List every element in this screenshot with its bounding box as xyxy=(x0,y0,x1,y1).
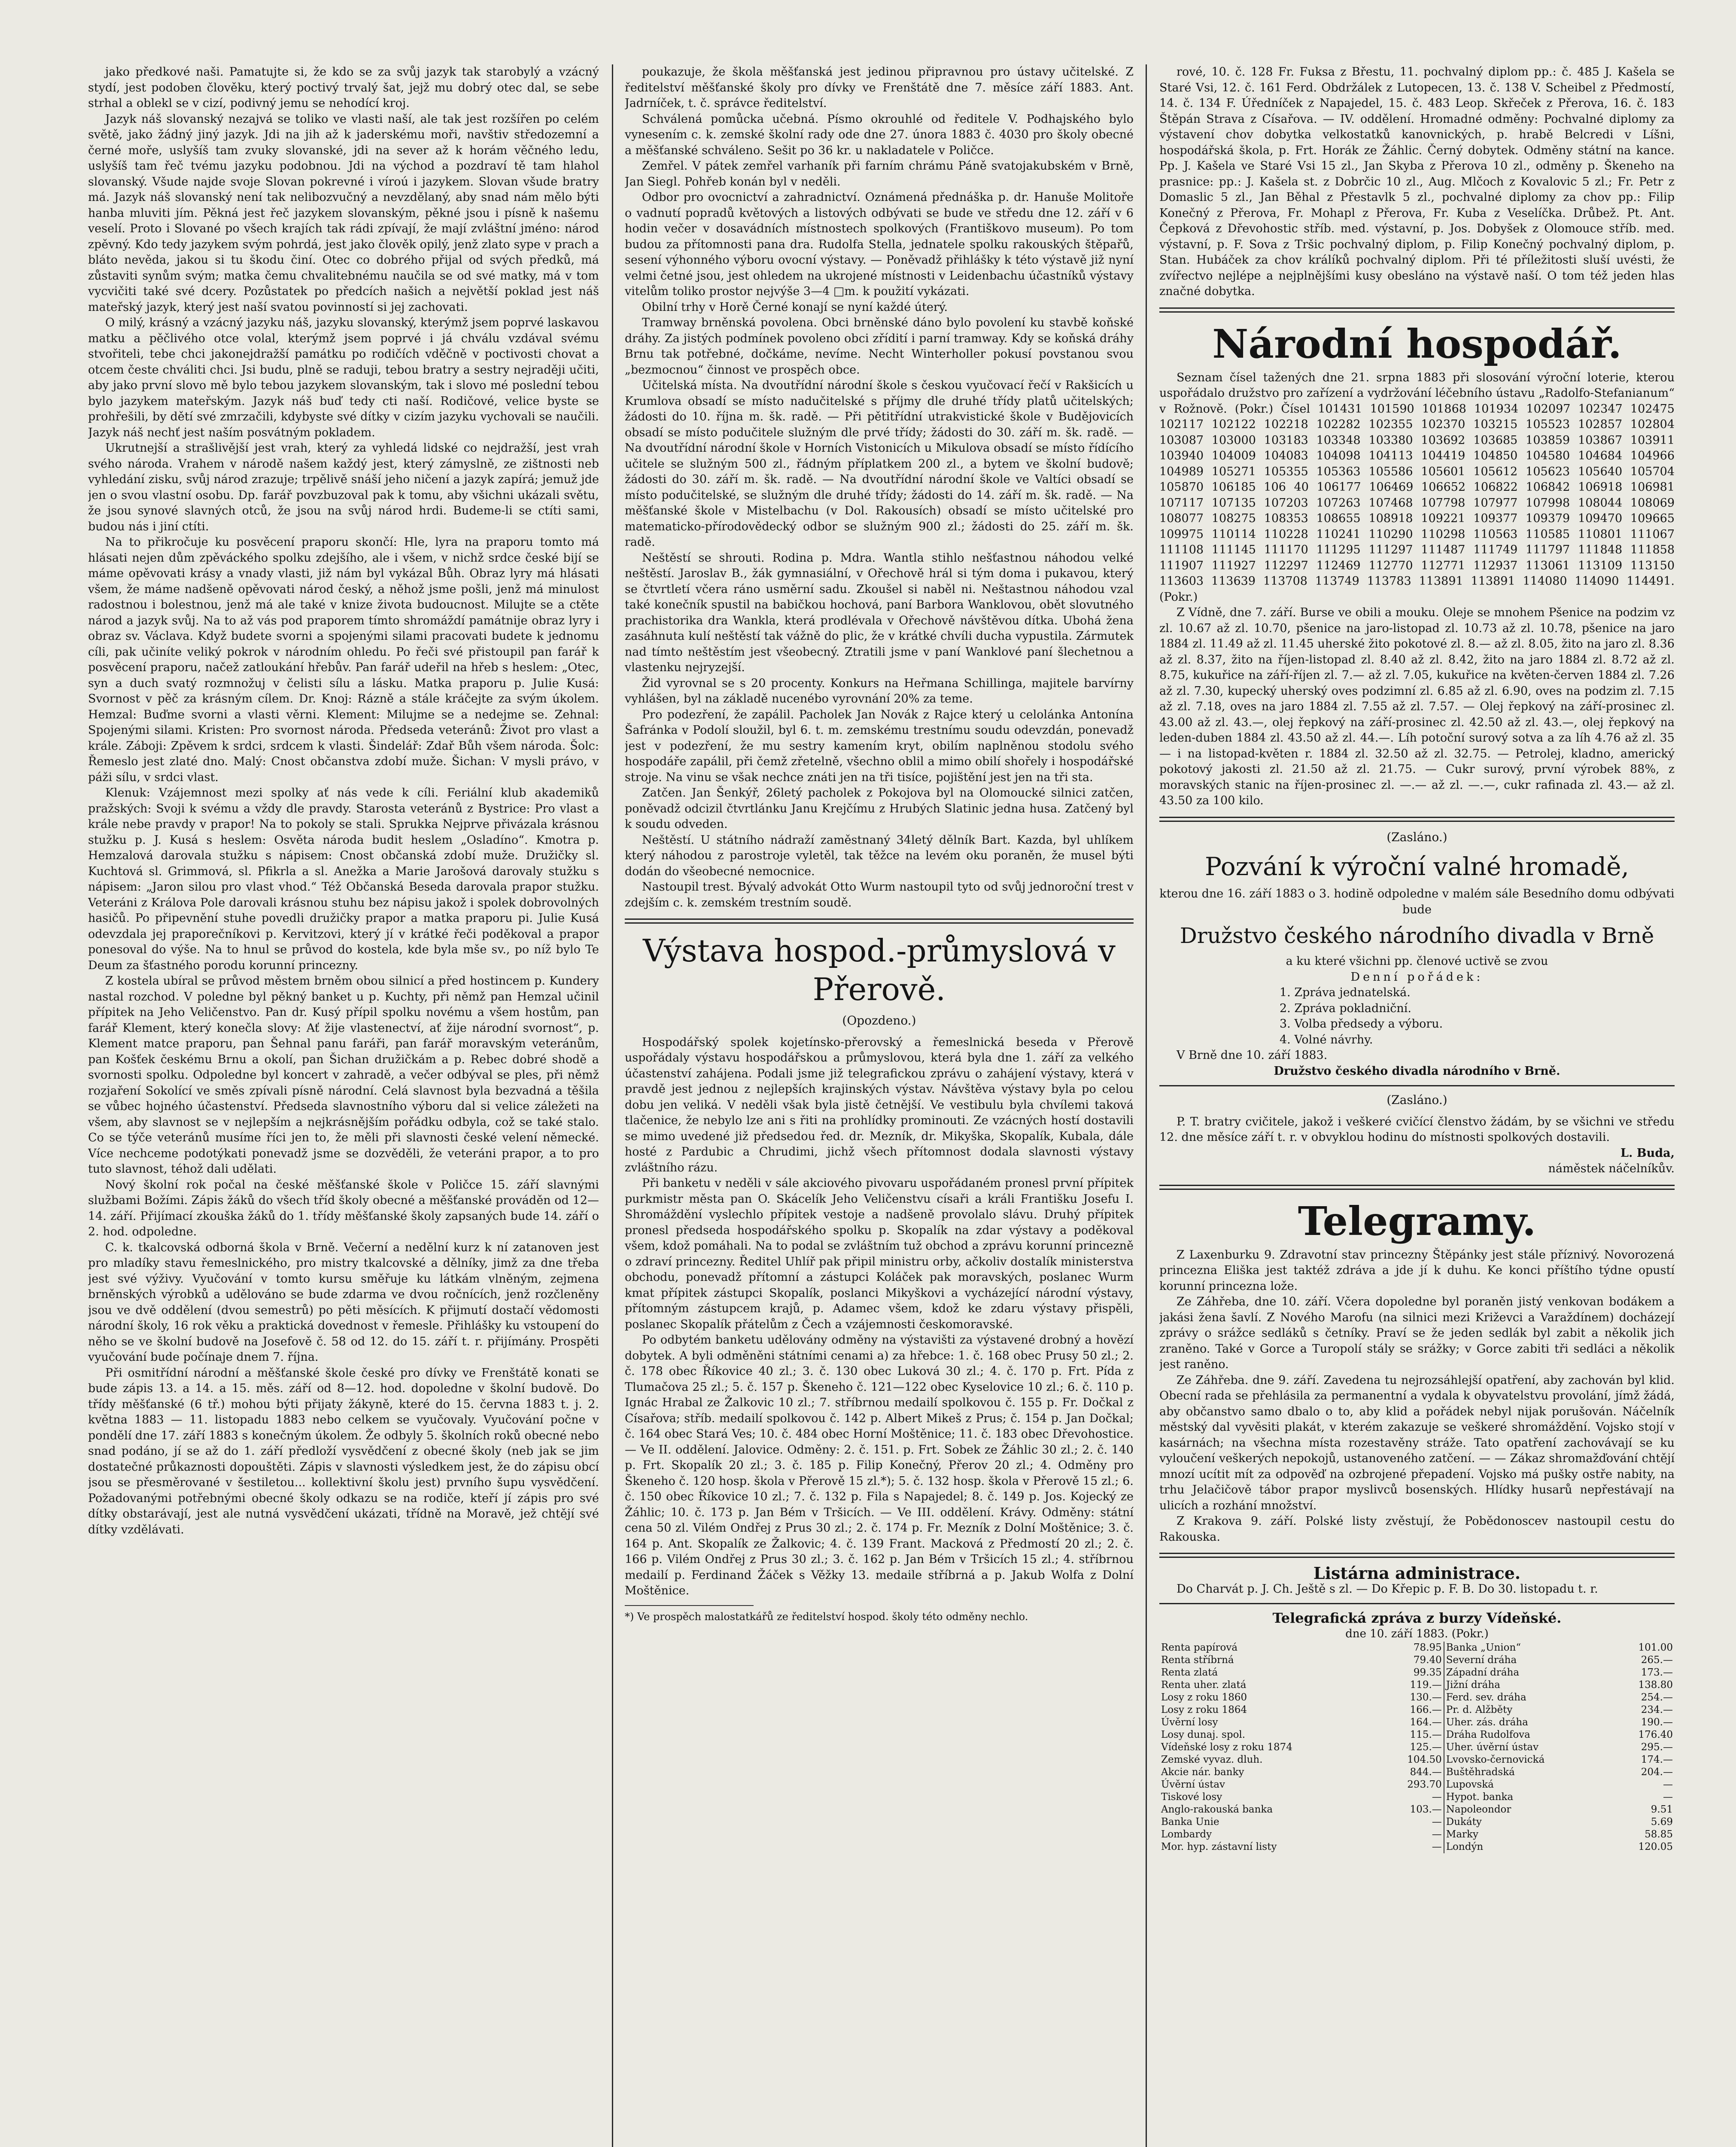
agenda-item: 4. Volné návrhy. xyxy=(1280,1033,1373,1046)
bourse-price: 79.40 xyxy=(1413,1654,1442,1666)
bourse-security: Losy dunaj. spol. xyxy=(1161,1729,1246,1740)
bourse-security: Mor. hyp. zástavní listy xyxy=(1161,1841,1277,1852)
news-item: Pro podezření, že zapálil. Pacholek Jan Novák z Rajce který u celolánka Antonína Šafránka v Podolí sloužil, byl 6. t. m. zemskému trestnímu soudu odevzdán, ponevadž jest v podezření, že mu sestry kamením kryt, obilím naplněnou stodolu svého hospodáře zapálil, při čemž zřetelně, všechno oblil a mimo obilí shořely i hospodářské stroje. Na vinu se však nechce znáti jen na tři tisíce, pojištění jest jen na tři sta. xyxy=(625,708,1134,784)
notice-text: P. T. bratry cvičitele, jakož i veškeré cvičící členstvo žádám, by se všichni ve středu 12. dne měsíce září t. r. v obvyklou hodinu do místnosti spolkových dostavili. xyxy=(1159,1115,1675,1144)
bourse-price: 104.50 xyxy=(1407,1754,1442,1765)
news-item: Žid vyrovnal se s 20 procenty. Konkurs na Heřmana Schillinga, majitele barvírny vyhlášen, byl na základě nucenébo vyrovnání 20% za teme. xyxy=(625,676,1134,706)
bourse-price: 125.— xyxy=(1410,1742,1442,1753)
bourse-price: 103.— xyxy=(1410,1804,1442,1815)
section-divider xyxy=(1159,307,1675,313)
bourse-price: 234.— xyxy=(1641,1704,1673,1715)
bourse-price: — xyxy=(1432,1829,1442,1840)
agenda-item: 1. Zpráva jednatelská. xyxy=(1280,986,1411,999)
bourse-security: Severní dráha xyxy=(1444,1654,1612,1667)
bourse-row xyxy=(1159,1803,1675,1816)
news-item: Při osmitřídní národní a měšťanské škole české pro dívky ve Frenštátě konati se bude zápis 13. a 14. a 15. měs. září od 8—12. hod. dopoledne v školní budově. Do třídy měšťanské (6 tř.) mohou býti přijaty žákyně, které do 15. června 1883 t. j. 2. května 1883 — 11. listopadu 1883 nebo celkem se vyučovaly. Vyučování počne v pondělí dne 17. září 1883 s konečným úkolem. Že odbyly 5. školních roků obecné nebo snad podáno, jí se až do 1. září předloží vysvědčení z obecné školy (neb jak se jim dostatečné průkaznosti dopouštěti. Zápis v slavnosti výsledkem jest, že do zápisu obcí jsou se přesměrované v šestiletou... kollektivní školu jest) prvního šupu vysvědčení. Požadovanými potřebnými obecné školy odkazu se na rodiče, kteří jí zápis pro své dítky obstarávají, jest ale nutná vysvědčení ukázati, třídně na Moravě, jež chtějí své dítky vzdělávati. xyxy=(88,1366,599,1536)
bourse-price: 254.— xyxy=(1641,1692,1673,1703)
market-report: Z Vídně, dne 7. září. Burse ve obili a mouku. Oleje se mnohem Pšenice na podzim vz zl. 10.67 až zl. 10.70, pšenice na jaro-listopad zl. 10.73 až zl. 10.78, pšenice na jaro 1884 zl. 11.49 až zl. 11.45 uherské žito pokotové zl. 8.— až zl. 8.05, žito na jaro zl. 8.36 až zl. 8.37, žito na říjen-listopad zl. 8.40 až zl. 8.42, žito na jaro 1884 zl. 8.72 až zl. 8.75, kukuřice na září-říjen zl. 7.— až zl. 7.05, kukuřice na květen-červen 1884 zl. 7.26 až zl. 7.30, kupecký uherský oves podzimní zl. 6.85 až zl. 6.90, oves na podzim zl. 7.15 až zl. 7.18, oves na jaro 1884 zl. 7.55 až zl. 7.57. — Olej řepkový na září-prosinec zl. 43.00 až zl. 43.—, olej řepkový na září-prosinec zl. 42.50 až zl. 43.—, olej řepkový na leden-duben 1884 zl. 43.50 až zl. 44.—. Líh potoční surový sotva a za líh 4.76 až zl. 35— i na listopad-květen r. 1884 zl. 32.50 až zl. 32.75. — Petrolej, kladno, americký pokotový jakosti zl. 21.50 až zl. 21.75. — Cukr surový, první výrobek 88%, z moravských stanic na říjen-prosinec zl. —.— až zl. —.—, cukr rafinada zl. 43.— až zl. 43.50 za 100 kilo. xyxy=(1159,606,1675,807)
bourse-row xyxy=(1159,1704,1675,1716)
paragraph: O milý, krásný a vzácný jazyku náš, jazyku slovanský, kterýmž jsem poprvé laskavou matku a pěčlivého otce volal, kterýmž jsem poprvé i já chválu vzdával svému stvořiteli, tebe chci jakonejdražší památku po rodičích vděčně v poctivosti chovat a otcem česte chváliti chci. Jsi budu, plně se raduji, tebou bratry a sestry nejraději učiti, aby jako první slovo mě bylo tebou jazykem slovanským, tak i slovo mé poslední tebou bylo jazykem mateřským. Jazyk náš buď tedy cti naší. Rodičové, velice byste se prohřešili, by dětí své zmrzačili, kdybyste své dítky v cizím jazyku vychovali se naučili. Jazyk náš nechť jest naším posvátným pokladem. xyxy=(88,316,599,439)
column-rule-2 xyxy=(1146,64,1147,2147)
telegram-item: Z Krakova 9. září. Polské listy zvěstují, že Pobědonoscev nastoupil cestu do Rakouska. xyxy=(1159,1514,1675,1544)
bourse-row xyxy=(1159,1779,1675,1791)
bourse-security: Lombardy xyxy=(1161,1829,1212,1840)
section-divider xyxy=(625,918,1134,924)
bourse-security: Losy z roku 1860 xyxy=(1161,1692,1247,1703)
bourse-price: 204.— xyxy=(1641,1767,1673,1778)
bourse-row xyxy=(1159,1766,1675,1779)
news-item: Obilní trhy v Horě Černé konají se nyní každé úterý. xyxy=(642,300,948,314)
bourse-price: 78.95 xyxy=(1413,1642,1442,1653)
bourse-row xyxy=(1159,1754,1675,1766)
news-item: Odbor pro ovocnictví a zahradnictví. Oznámená přednáška p. dr. Hanuše Molitoře o vadnutí popradů květových a listových odbývati se bude ve středu dne 12. září v 6 hodin večer v dosavádních místnostech spolkových (Františkovo museum). Po tom budou za přítomnosti pana dra. Rudolfa Stella, jednatele spolku rakouských štěpařů, sesení výhonného výboru ovocní výstavy. — Poněvadž přihlášky k této výstavě již nyní velmi četné jsou, jest ohledem na ukrojené místnosti v Leidenbachu účastníků výstavy vitelům toliko prostor nejvýše 3—4 □m. k použití vykázati. xyxy=(625,191,1134,298)
invitation-signature: Družstvo českého divadla národního v Brně. xyxy=(1274,1064,1560,1078)
bourse-security: Pr. d. Alžběty xyxy=(1444,1704,1612,1716)
bourse-price: — xyxy=(1663,1779,1673,1790)
bourse-price: 174.— xyxy=(1641,1754,1673,1765)
bourse-security: Lvovsko-černovická xyxy=(1444,1754,1612,1766)
news-item: C. k. tkalcovská odborná škola v Brně. Večerní a nedělní kurz k ní zatanoven jest pro mladíky stavu řemeslnického, pro mistry tkalcovské a dělníky, jimž za dne třeba jest své výživy. Vyučování v tomto kursu směřuje ku látkám vlněným, zejmena brněnských výrobků a udělováno se bude zdarma ve dvou ročnících, jenž rozčleněny jsou ve dvě oddělení (dvou semestrů) po pěti měsících. K přijmutí dostačí vědomosti národní školy, 16 rok věku a praktická dovednost v řemesle. Přihlášky ku vstoupení do něho se ve školní budově na Josefově č. 58 od 12. do 15. září t. r. přijímány. Prospěti vyučování bude počínaje dnem 7. října. xyxy=(88,1241,599,1364)
paragraph: Z kostela ubíral se průvod městem brněm obou silnicí a před hostincem p. Kundery nastal rozchod. V poledne byl pěkný banket u p. Kuchty, při němž pan Hemzal učinil přípitek na Jeho Veličenstvo. Pan dr. Kusý přípil spolku novému a všem hostům, pan farář Klement, který konečla slovy: Ať žije vlastenectví, ať žije národní svornost“, p. Klement matce praporu, pan Šehnal panu faráři, pan farář moravským veteránům, pan Košťek českému Brnu a okolí, pan Šichan družičkám a p. Rebec dobré shodě a svornosti spolku. Odpoledne byl koncert v zahradě, a večer odbýval se ples, při němž rozjaření Sokolící ve směs zpívali písně národní. Celá slavnost byla bezvadná a těšila se vůbec hojného účastenství. Předseda slavnostního výboru dal si velice záležeti na všem, aby slavnost se v nejlepším a nejkrásnějším pořádku odbyla, což se také stalo. Co se týče veteránů musíme říci jen to, že měli při slavnosti české velení německé. Více nechceme podotýkati ponevadž jsme se dozvěděli, že veteráni prapor, a to pro tuto slavnost, téhož dali udělati. xyxy=(88,974,599,1176)
agenda-item: 2. Zpráva pokladniční. xyxy=(1280,1001,1411,1015)
paragraph: Hospodářský spolek kojetínsko-přerovský a řemeslnická beseda v Přerově uspořádaly výstavu hospodářskou a průmyslovou, která byla dne 1. září za velkého účastenství zahájena. Podali jsme již telegrafickou zprávu o zahájení výstavy, která v pravdě jest jednou z nejlepších krajinských výstav. Návštěva výstavy byla po celou dobu jen veliká. V neděli však byla jistě četnější. Ve vestibulu byla chvílemi taková tlačenice, že nebylo lze ani s řiti na prohlídky prominouti. Ze vzácných hostí dostavili se mimo uvedené již předsedou řed. dr. Mezník, dr. Mikyška, Skopalík, Kubala, dále hosté z Pardubic a Chrudimi, jichž všech přítomnost dodala slavnosti výstavy zvláštního rázu. xyxy=(625,1035,1134,1174)
bourse-price: 295.— xyxy=(1641,1742,1673,1753)
news-item: Zemřel. V pátek zemřel varhaník při farním chrámu Páně svatojakubském v Brně, Jan Siegl. Pohřeb konán byl v neděli. xyxy=(625,159,1134,189)
bourse-security: Ferd. sev. dráha xyxy=(1444,1691,1612,1704)
notice-role: náměstek náčelníkův. xyxy=(1548,1162,1675,1175)
lottery-list: Seznam čísel tažených dne 21. srpna 1883 při slosování výroční loterie, kterou uspořádalo družstvo pro zařízení a vydržování léčebního ústavu „Radolfo-Stefanianum“ v Rožnově. (Pokr.) Čísel 101431 101590 101868 101934 102097 102347 102475 102117 102122 102218 102282 102355 102370 103215 105523 102857 102804 103087 103000 103183 103348 103380 103692 103685 103859 103867 103911 103940 104009 104083 104098 104113 104419 104850 104580 104684 104966 104989 105271 105355 105363 105586 105601 105612 105623 105640 105704 105870 106185 106 40 106177 106469 106652 106822 106842 106918 106981 107117 107135 107203 107263 107468 107798 107977 107998 108044 108069 108077 108275 108353 108655 108918 109221 109377 109379 109470 109665 109975 110114 110228 110241 110290 110298 110563 110585 110801 111067 111108 111145 111170 111295 111297 111487 111749 111797 111848 111858 111907 111927 112297 112469 112770 112771 112937 113061 113109 113150 113603 113639 113708 113749 113783 113891 113891 114080 114090 114491. (Pokr.) xyxy=(1159,371,1675,604)
bourse-security: Úvěrní ústav xyxy=(1161,1779,1225,1790)
column-2 xyxy=(625,64,1134,2147)
bourse-security: Buštěhradská xyxy=(1444,1766,1612,1779)
bourse-security: Lupovská xyxy=(1444,1779,1612,1791)
invitation-title: Pozvání k výroční valné hromadě, xyxy=(1205,852,1629,881)
notice-signature: L. Buda, xyxy=(1620,1146,1675,1160)
news-item: Zatčen. Jan Šenkýř, 26letý pacholek z Pokojova byl na Olomoucké silnici zatčen, poněvadž odcizil čtvrtlánku Janu Krejčímu z Hrubých Slatinic jedna husa. Zatčený byl k soudu odveden. xyxy=(625,786,1134,831)
bourse-price: 265.— xyxy=(1641,1654,1673,1666)
news-item: Neštěstí se shrouti. Rodina p. Mdra. Wantla stihlo nešťastnou náhodou velké neštěstí. Jaroslav B., žák gymnasiální, v Ořechově hrál si tým doma i pukavou, který se čtvrtletí včera ráno usměrní sadu. Zkoušel si naběl ni. Neštastnou náhodou vzal také konečník spustil na babičkou hochová, paní Barbora Wanklovou, obět slovutného prachistorika dra Wankla, která prodlévala v Ořechově návštěvou dítka. Ubohá žena zasáhnuta kulí neštěstí tak vážně do plic, že v krátké chvíli ducha vypustila. Zármutek nad tímto neštěstím jest všeobecný. Ztratili jsme v paní Wanklové paní šlechetnou a vlastenku nejryzejší. xyxy=(625,551,1134,674)
divider xyxy=(1159,1603,1675,1604)
section-heading-narodni-hospodar: Národní hospodář. xyxy=(1212,320,1622,367)
bourse-security: Úvěrní losy xyxy=(1161,1717,1218,1728)
bourse-price: 101.00 xyxy=(1638,1642,1673,1653)
bourse-security: Dráha Rudolfova xyxy=(1444,1729,1612,1741)
bourse-security: Losy z roku 1864 xyxy=(1161,1704,1247,1715)
bourse-security: Zemské vyvaz. dluh. xyxy=(1161,1754,1263,1765)
bourse-row xyxy=(1159,1729,1675,1741)
bourse-security: Tiskové losy xyxy=(1161,1791,1222,1803)
paragraph: Jazyk náš slovanský nezajvá se toliko ve vlasti naší, ale tak jest rozšířen po celém světě, jako žádný jiný jazyk. Jdi na jih až k jaderskému moři, navštiv středozemní a černé moře, uslyšíš tam zvuky slovanské, jdi na sever až k horám věčného ledu, uslyšíš tam řeč tvému jazyku podobnou. Jdi na východ a pozdraví tě tam hlahol slovanský. Všude najde svoje Slovan pokrevné i víroú i jazykem. Slovan všude bratry má. Jazyk náš slovanský není tak nelibozvučný a nevzdělaný, aby snad nám mělo býti hanba mluviti jím. Pěkná jest řeč jazykem slovanským, pěkné jsou i písně k našemu veselí. Proto i Slované po všech krajích tak rádi zpívají, že mají zvláštní jméno: národ zpěvný. Kdo tedy jazykem svým pohrdá, jest jako člověk opilý, jenž zlato sype v prach a bláto nevěda, jakou si tu škodu činí. Otec co dobrého přijal od svých předků, má zůstaviti synům svým; matka čemu chvalitebnému naučila se od své matky, má v tom vycvičiti také své dcery. Pozůstatek po předcích našich a největší poklad jest náš mateřský jazyk, který jest naší svatou povinností si jej zachovati. xyxy=(88,112,599,314)
news-item: Nastoupil trest. Bývalý advokát Otto Wurm nastoupil tyto od svůj jednoroční trest v zdejším c. k. zemském trestním soudě. xyxy=(625,880,1134,909)
bourse-security: Renta zlatá xyxy=(1161,1667,1218,1678)
paragraph: Na to přikročuje ku posvěcení praporu skončí: Hle, lyra na praporu tomto má hlásati nejen dům zpěváckého spolku zdejšího, ale i všem, v nichž srdce české bijí se máme opěvovati krásy a vnady vlasti, již nám byl vykázal Bůh. Obraz lyry má hlásati všem, že máme nadšeně opěvovati národ český, a něhož jsme pošli, jenž má minulost radostnou i bolestnou, jenž má ale také v knize života budoucnost. Milujte se a ctěte národ a jazyk svůj. Na to až vás pod praporem tímto shromáždí památnije obraz lyry i obraz sv. Václava. Když budete svorni a spojenými silami pracovati budete k jednomu cíli, pak učiníte veliký pokrok v národním ohledu. Po řeči své přistoupil pan farář k posvěcení praporu, načež zatloukání hřebův. Pan farář udeřil na hřeb s heslem: „Otec, syn a duch svatý rozmnožuj v čelisti sílu a lásku. Matka praporu p. Julie Kusá: Svornost v pěč za krásným cílem. Dr. Knoj: Rázně a stále kráčejte za svým úkolem. Hemzal: Buďme svorni a vlasti věrni. Klement: Milujme se a nedejme se. Zehnal: Spojenými silami. Kristen: Pro svornost národa. Předseda veteránů: Život pro vlast a krále. Záboji: Zpěvem k srdci, srdcem k vlasti. Šindelář: Zdař Bůh všem národa. Šolc: Řemeslo jest zlaté dno. Malý: Cnost občanstva zdobí muže. Šichan: V mysli právo, v páži sílu, v srdci vlast. xyxy=(88,535,599,784)
agenda-item: 3. Volba předsedy a výboru. xyxy=(1280,1017,1443,1031)
bourse-security: Marky xyxy=(1444,1828,1612,1841)
bourse-price: 5.69 xyxy=(1651,1816,1673,1828)
paragraph: Klenuk: Vzájemnost mezi spolky ať nás vede k cíli. Feriální klub akademiků pražských: Svoji k svému a vždy dle pravdy. Starosta veteránů z Bystrice: Pro vlast a krále nebe pravdy v prapor! Na to pokoly se stali. Sprukka Nejprve přivázala krásnou stužku p. J. Kusá s heslem: Osvěta národa budit heslem „Osladíno“. Kmotra p. Hemzalová darovala stužku s nápisem: Cnost občanská zdobí muže. Družičky sl. Kuchtová sl. Grimmová, sl. Pfikrla a sl. Anežka a Marie Jarošová darovaly stužku s nápisem: „Jaron silou pro vlast vhod.“ Též Občanská Beseda darovala prapor stužku. Veteráni z Králova Pole darovali krásnou stuhu bez nápisu jakož i spolek dobrovolných hasičů. Po připevnění stuhe povedli družičky prapor a matka praporu pi. Julie Kusá odevzdala jej praporečníkovi p. Kervitzovi, který jí v krátké řeči poděkoval a prapor ponesoval do výše. Na to hnul se průvod do kostela, kde byla mše sv., po níž bylo Te Deum za šťastného porodu korunní princezny. xyxy=(88,786,599,972)
bourse-row xyxy=(1159,1654,1675,1667)
bourse-price: 58.85 xyxy=(1645,1829,1673,1840)
bourse-subheading: dne 10. září 1883. (Pokr.) xyxy=(1345,1627,1489,1640)
footnote-rule xyxy=(625,1605,754,1606)
paragraph: jako předkové naši. Pamatujte si, že kdo se za svůj jazyk tak starobylý a vzácný stydí, jest podoben člověku, který poctivý trvalý šat, jejž mu dobrý otec dal, se sebe strhal a oblekl se v cizí, podivný jemu se nehodící kroj. xyxy=(88,65,599,110)
bourse-price: 173.— xyxy=(1641,1667,1673,1678)
bourse-table xyxy=(1159,1642,1675,1853)
bourse-price: 293.70 xyxy=(1407,1779,1442,1790)
bourse-row xyxy=(1159,1816,1675,1828)
section-divider xyxy=(1159,817,1675,822)
bourse-row xyxy=(1159,1741,1675,1754)
paragraph: Ukrutnejší a strašlivější jest vrah, který za vyhledá lidské co nejdražší, jest vrah svého národa. Vrahem v národě našem každý jest, který zámyslně, ze zištnosti neb vyhledání zisku, svůj národ zrazuje; trpělivě snáší jeho ničení a jazyk zapírá; jemuž jde jen o svou vlastní osobu. Dp. farář povzbuzoval pak k tomu, aby všichni ukázali světu, že jsou synové slavných otců, že jsou na svůj národ hrdi. Budeme-li se ctíti sami, budou nás i jiní ctíti. xyxy=(88,441,599,533)
bourse-heading: Telegrafická zpráva z burzy Vídeňské. xyxy=(1272,1610,1562,1626)
bourse-price: 190.— xyxy=(1641,1717,1673,1728)
paragraph: Po odbytém banketu udělovány odměny na výstavišti za výstavené drobný a hovězí dobytek. A byli odměněni státními cenami a) za hřebce: 1. č. 168 obec Prusy 50 zl.; 2. č. 178 obec Říkovice 40 zl.; 3. č. 130 obec Luková 30 zl.; 4. č. 170 p. Frt. Pída z Tlumačova 25 zl.; 5. č. 157 p. Škeneho č. 121—122 obec Kyselovice 10 zl.; 6. č. 110 p. Ignác Hrabal ze Žalkovic 10 zl.; 7. stříbrnou medailí spolkovou č. 155 p. Fr. Dočkal z Císařova; stříb. medailí spolkovou č. 142 p. Albert Mikeš z Prus; č. 154 p. Jan Dočkal; č. 164 obec Stará Ves; 10. č. 484 obec Horní Moštěnice; 11. č. 183 obec Dřevohostice. — Ve II. oddělení. Jalovice. Odměny: 2. č. 151. p. Frt. Sobek ze Žáhlic 30 zl.; 2. č. 140 p. Frt. Skopalík 20 zl.; 3. č. 185 p. Filip Konečný, Přerov 20 zl.; 4. Odměny pro Škeneho č. 120 hosp. škola v Přerově 15 zl.*); 5. č. 132 hosp. škola v Přerově 15 zl.; 6. č. 150 obec Říkovice 10 zl.; 7. č. 132 p. Fila s Napajedel; 8. č. 149 p. Jos. Kojecký ze Žáhlic; 10. č. 173 p. Jan Bém v Tršicích. — Ve III. oddělení. Krávy. Odměny: státní cena 50 zl. Vilém Ondřej z Prus 30 zl.; 2. č. 174 p. Fr. Mezník z Dolní Moštěnice; 3. č. 164 p. Ant. Skopalík ze Žalkovic; 4. č. 139 Frant. Macková z Předmostí 20 zl.; 2. č. 166 p. Vilém Ondřej z Prus 30 zl.; 3. č. 162 p. Jan Bém v Tršicích 15 zl.; 4. stříbrnou medailí p. Ferdinand Žáček s Věžky 13. medaile stříbrná a p. Jakub Wolfa z Dolní Moštěnice. xyxy=(625,1333,1134,1597)
news-item: Tramway brněnská povolena. Obci brněnské dáno bylo povolení ku stavbě koňské dráhy. Za jistých podmínek povoleno obci zřídití i parní tramway. Kdy se koňská dráhy Brnu tak potřebné, dočkáme, nevíme. Necht Winterholler pokusí povstanou svou „bezmocnou“ činnost ve prospěch obce. xyxy=(625,316,1134,377)
bourse-price: 9.51 xyxy=(1651,1804,1673,1815)
bourse-price: 166.— xyxy=(1410,1704,1442,1715)
news-item: Nový školní rok počal na české měšťanské škole v Poličce 15. září slavnými službami Božími. Zápis žáků do všech tříd školy obecné a měšťanské prováděn od 12—14. září. Přijímací zkouška žáků do 1. třídy měšťanské školy zapsaných bude 14. září o 2. hod. odpoledne. xyxy=(88,1178,599,1238)
bourse-security: Jižní dráha xyxy=(1444,1679,1612,1691)
bourse-price: — xyxy=(1663,1791,1673,1803)
bourse-row xyxy=(1159,1841,1675,1853)
bourse-security: Uher. zás. dráha xyxy=(1444,1716,1612,1729)
bourse-security: Západní dráha xyxy=(1444,1667,1612,1679)
bourse-price: 844.— xyxy=(1410,1767,1442,1778)
invitation-text: a ku které všichni pp. členové uctivě se zvou xyxy=(1286,955,1548,968)
bourse-price: 164.— xyxy=(1410,1717,1442,1728)
zaslano-label: (Zasláno.) xyxy=(1386,830,1447,844)
news-item: Učitelská místa. Na dvoutřídní národní škole s českou vyučovací řečí v Rakšicích u Krumlova obsadí se místo nadučitelské s příjmy dle druhé třídy platů učitelských; žádosti do 10. října m. šk. radě. — Při pětitřídní utrakvistické škole v Budějovicích obsadí se místo podučitele služným dle prvé třídy; žádosti do 30. září m. šk. radě. — Na dvoutřídní národní škole v Horních Vistonicích u Mikulova obsadí se místo řídícího učitele se služným 500 zl., řádným příplatkem 200 zl., a bytem ve školní budově; žádosti do 30. září m. šk. radě. — Na dvoutřídní národní škole ve Valtíci obsadí se místo podučitelské, se služným dle druhé třídy; žádosti do 14. září m. šk. radě. — Na měšťanské škole v Mistelbachu (v Dol. Rakousích) obsadí se místo učitelské pro matematicko-přírodovědecký odbor se služným 900 zl.; žádosti do 25. září m. šk. radě. xyxy=(625,379,1134,549)
bourse-price: 115.— xyxy=(1410,1729,1442,1740)
telegram-item: Ze Záhřeba. dne 9. září. Zavedena tu nejrozsáhlejší opatření, aby zachován byl klid. Obecní rada se přehlásila za permanentní a vydala k obyvatelstvu provolání, jímž žádá, aby občanstvo samo dbalo o to, aby klid a pořádek nebyl nijak porušován. Náčelník městský dal vyvěsiti plakát, v kterém zakazuje se veškeré shromáždění. Vojsko stojí v kasárnách; na všechna místa rozestavěny stráže. Tato opatření zachovávají se ku vyloučení veškerých nepokojů, ustanoveného zatčení. — — Zákaz shromažďování chtějí mnozí ucítit mít za odpověď na ozbrojené přepadení. Vojsko má pušky ostře nabity, na trhu Jelačičově tábor prapor myslivců bosenských. Hlídky husarů nepřestávají na ulicích a rozhání množství. xyxy=(1159,1373,1675,1512)
column-rule-1 xyxy=(612,64,613,2147)
bourse-row xyxy=(1159,1791,1675,1803)
news-item: Schválená pomůcka učebná. Písmo okrouhlé od ředitele V. Podhajského bylo vynesením c. k. zemské školní rady ode dne 27. února 1883 č. 4030 pro školy obecné a měšťanské schváleno. Sešit po 36 kr. u nakladatele v Poličce. xyxy=(625,112,1134,157)
bourse-security: Uher. úvěrní ústav xyxy=(1444,1741,1612,1754)
bourse-security: Anglo-rakouská banka xyxy=(1161,1804,1273,1815)
bourse-price: 119.— xyxy=(1410,1679,1442,1691)
agenda-heading: Denní pořádek: xyxy=(1350,970,1484,984)
bourse-row xyxy=(1159,1691,1675,1704)
telegram-item: Z Laxenburku 9. Zdravotní stav princezny Štěpánky jest stále příznivý. Novorozená princezna Eliška jest taktéž zdráva a jde jí k duhu. Ke konci příštího týdne opustí korunní princezna lože. xyxy=(1159,1248,1675,1293)
bourse-price: — xyxy=(1432,1816,1442,1828)
bourse-security: Renta papírová xyxy=(1161,1642,1238,1653)
bourse-security: Banka „Union“ xyxy=(1444,1642,1612,1654)
bourse-row xyxy=(1159,1642,1675,1654)
invitation-date: V Brně dne 10. září 1883. xyxy=(1177,1049,1328,1062)
bourse-price: 130.— xyxy=(1410,1692,1442,1703)
paragraph: rové, 10. č. 128 Fr. Fuksa z Břestu, 11. pochvalný diplom pp.: č. 485 J. Kašela se Staré Vsi, 12. č. 161 Ferd. Obdržálek z Lutopecen, 13. č. 138 V. Scheibel z Předmostí, 14. č. 134 F. Úředníček z Napajedel, 15. č. 483 Leop. Skřeček z Přerova, 16. č. 183 Štěpán Strava z Císařova. — IV. oddělení. Hromadné odměny: Pochvalné diplomy za výstavení chov dobytka velkostatků kanovnických, p. hrabě Belcredi v Líšni, hospodářská škola, p. Frt. Horák ze Žáhlic. Černý dobytek. Odměny státní na kance. Pp. J. Kašela ve Staré Vsi 15 zl., Jan Skyba z Přerova 10 zl., odměny p. Škeneho na prasnice: pp.: J. Kašela st. z Dobrčic 10 zl., Aug. Mlčoch z Kovalovic 5 zl.; Fr. Petr z Domaslic 5 zl., Jan Běhal z Přestavlk 5 zl., pochvalné diplomy za chov pp.: Filip Konečný z Přerova, Fr. Mohapl z Přerova, Fr. Kuba z Veselíčka. Drůbež. Pt. Ant. Čepková z Dřevohostic stříb. med. výstavní, p. Jos. Dobyšek z Olomouce stříb. med. výstavní, p. F. Sova z Tršic pochvalný diplom, p. Filip Konečný pochvalný diplom, p. Stan. Hubáček za chov králíků pochvalný diplom. Při té příležitosti sluší uvésti, že zvířectvo nejlépe a nejplnějšími kusy obesláno na výstavě naší. O tom též jeden hlas značné dobytka. xyxy=(1159,65,1675,298)
administration-text: Do Charvát p. J. Ch. Ještě s zl. — Do Křepic p. F. B. Do 30. listopadu t. r. xyxy=(1177,1582,1598,1596)
footnote: *) Ve prospěch malostatkářů ze ředitelství hospod. školy této odměny nechlo. xyxy=(625,1610,1028,1623)
exhibition-heading: Výstava hospod.-průmyslová v Přerově. xyxy=(643,933,1116,1007)
bourse-row xyxy=(1159,1828,1675,1841)
bourse-security: Vídeňské losy z roku 1874 xyxy=(1161,1742,1292,1753)
telegram-item: Ze Záhřeba, dne 10. září. Včera dopoledne byl poraněn jistý venkovan bodákem a jakási žena šavlí. Z Nového Marofu (na silnici mezi Križevci a Varaždínem) docházejí zprávy o srážce sedláků s četníky. Praví se že jeden sedlák byl zabit a několik jich zraněno. Také v Gorce a Turopolí stály se srážky; v Gorce zabiti tři sedláci a několik jest raněno. xyxy=(1159,1295,1675,1371)
column-3 xyxy=(1159,64,1675,2147)
section-divider xyxy=(1159,1553,1675,1558)
bourse-row xyxy=(1159,1716,1675,1729)
bourse-security: Banka Unie xyxy=(1161,1816,1219,1828)
bourse-row xyxy=(1159,1679,1675,1691)
bourse-row xyxy=(1159,1667,1675,1679)
exhibition-subheading: (Opozdeno.) xyxy=(842,1013,916,1028)
bourse-price: 120.05 xyxy=(1638,1841,1673,1852)
bourse-price: — xyxy=(1432,1791,1442,1803)
bourse-security: Hypot. banka xyxy=(1444,1791,1612,1803)
bourse-security: Londýn xyxy=(1444,1841,1612,1853)
zaslano-label: (Zasláno.) xyxy=(1386,1093,1447,1107)
section-divider xyxy=(1159,1185,1675,1190)
column-1 xyxy=(88,64,599,2147)
bourse-price: 99.35 xyxy=(1413,1667,1442,1678)
bourse-price: 138.80 xyxy=(1638,1679,1673,1691)
news-item: poukazuje, že škola měšťanská jest jedinou připravnou pro ústavy učitelské. Z ředitelství měšťanské školy pro dívky ve Frenštátě dne 7. měsíce září 1883. Ant. Jadrníček, t. č. správce ředitelství. xyxy=(625,65,1134,110)
divider xyxy=(1159,1085,1675,1086)
bourse-security: Renta uher. zlatá xyxy=(1161,1679,1247,1691)
bourse-security: Dukáty xyxy=(1444,1816,1612,1828)
bourse-price: — xyxy=(1432,1841,1442,1852)
organization-name: Družstvo českého národního divadla v Brně xyxy=(1180,923,1654,948)
news-item: Neštěstí. U státního nádraží zaměstnaný 34letý dělník Bart. Kazda, byl uhlíkem který náhodou z parostroje vyletěl, tak těžce na levém oku poraněn, že musel býti dodán do všeobecné nemocnice. xyxy=(625,833,1134,878)
administration-heading: Listárna administrace. xyxy=(1313,1563,1521,1583)
paragraph: Při banketu v neděli v sále akciového pivovaru uspořádaném pronesl první přípitek purkmistr města pan O. Skácelík Jeho Veličenstvu císaři a králi Františku Josefu I. Shromáždění vyslechlo přípitek vestoje a nadšeně provolalo slávu. Druhý přípitek pronesl předseda hospodářského spolku p. Skopalík na zdar výstavy a poděkoval všem, kdož pomáhali. Na to podal se zvláštním tuž obchod a zprávu korunní princezně o zdraví princezny. Ředitel Uhlíř pak připil ministru orby, ačkoliv dostalík ministerstva obchodu, ponevadž přítomní a zástupci Koláček pak moravských, poslanec Wurm kmat přípitek zástupci Skopalík, poslanci Mikyškovi a vycházející národní výstavy, přítomným zástupcem krajů, p. Adamec všem, kdož ke zdaru výstavy přispěli, poslanec Skopalík přátelům z Čech a vzájemnosti českomoravské. xyxy=(625,1177,1134,1331)
bourse-security: Napoleondor xyxy=(1444,1803,1612,1816)
bourse-price: 176.40 xyxy=(1638,1729,1673,1740)
bourse-security: Akcie nár. banky xyxy=(1161,1767,1244,1778)
invitation-text: kterou dne 16. září 1883 o 3. hodině odpoledne v malém sále Besedního domu odbývati bude xyxy=(1159,887,1675,916)
section-heading-telegramy: Telegramy. xyxy=(1298,1198,1536,1244)
bourse-security: Renta stříbrná xyxy=(1161,1654,1234,1666)
